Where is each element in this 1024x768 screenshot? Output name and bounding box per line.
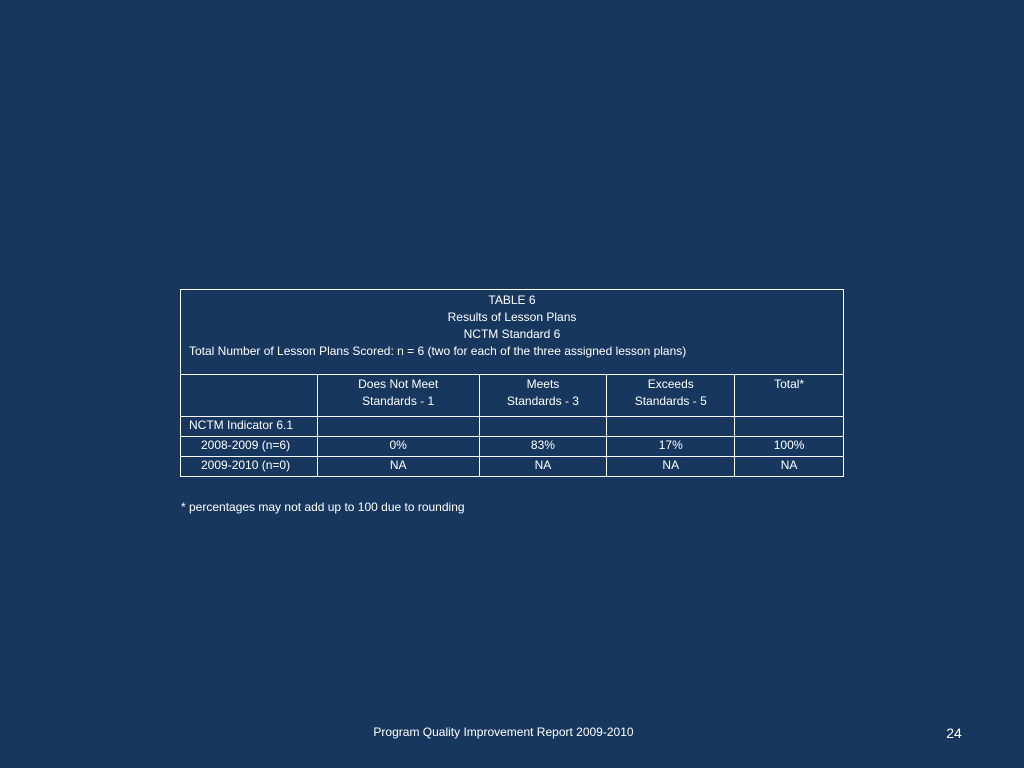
header-exceeds [607,375,735,417]
table-cell [607,417,735,437]
table-title-row [181,290,844,375]
table-number: TABLE 6 [488,293,536,307]
indicator-row [181,417,844,437]
table-row [181,457,844,477]
table-cell [479,417,607,437]
header-line2: Standards - 3 [506,394,579,408]
table-cell: NA [735,457,844,477]
header-total [735,375,844,417]
footer-text: Program Quality Improvement Report 2009-2010 [373,725,634,739]
header-line1: Meets [526,377,560,391]
table-cell: 0% [317,437,479,457]
table-row [181,437,844,457]
header-does-not-meet [317,375,479,417]
table-standard: NCTM Standard 6 [463,327,561,341]
row-label: 2008-2009 (n=6) [181,437,318,457]
table-title-cell [181,290,844,375]
table-total-scored: Total Number of Lesson Plans Scored: n = 6 (two for each of the three assigned lesson plans) [189,344,687,358]
table-cell: 17% [607,437,735,457]
row-label: 2009-2010 (n=0) [181,457,318,477]
table-cell [317,417,479,437]
page-number: 24 [946,725,962,741]
table-cell: NA [317,457,479,477]
indicator-label: NCTM Indicator 6.1 [181,417,318,437]
header-line1: Total* [774,377,805,391]
table-cell: 100% [735,437,844,457]
results-table [180,289,844,477]
table-cell: NA [607,457,735,477]
header-meets [479,375,607,417]
header-line1: Exceeds [647,377,694,391]
header-line1: Does Not Meet [358,377,439,391]
table-cell: 83% [479,437,607,457]
table-header-row [181,375,844,417]
table-cell: NA [479,457,607,477]
header-empty-cell [181,375,318,417]
table-cell [735,417,844,437]
header-line2: Standards - 1 [362,394,435,408]
table-title: Results of Lesson Plans [447,310,577,324]
footnote: * percentages may not add up to 100 due to rounding [181,500,465,514]
header-line2: Standards - 5 [634,394,707,408]
